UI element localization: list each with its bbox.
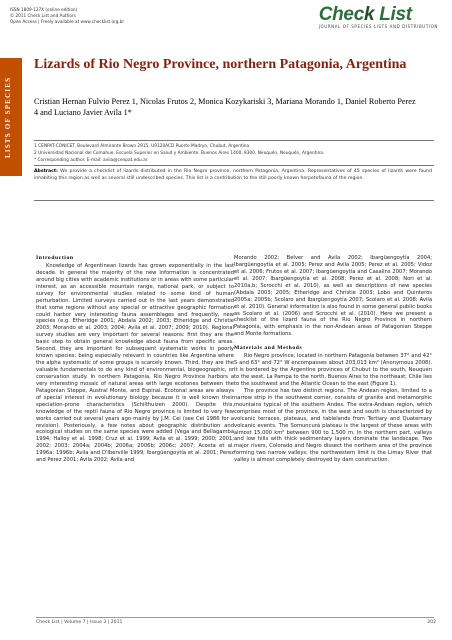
affiliations — [34, 143, 429, 165]
methods-paragraph-2: The province has two distinct regions. The Andean region, limited to a narrow strip in the southwest corner, consists of granite and metamorphic mountains typical of the southern Andes. The extra-Andean region, which comprises most of the province, in the west and south is characterized by volcanic terraces, plateaus, and tablelands from Tertiary and Quaternary volcanic events. The Somuncurá plateau is the largest of these areas with almost 15,000 km² between 900 to 1,500 m. In the northern part, valleys and low hills with thick sedimentary layers dominate the landscape. Two major rivers, Colorado and Negro dissect the northern area of the province forming two narrow valleys; the northwestern limit is the Limay River that valley is almost completely destroyed by dam construction. — [234, 387, 432, 464]
footer-divider — [36, 617, 434, 618]
logo-subtitle: JOURNAL OF SPECIES LISTS AND DISTRIBUTION — [318, 24, 438, 29]
methods-heading: Materials and Methods — [234, 345, 303, 352]
right-column — [234, 255, 432, 464]
divider — [34, 165, 434, 166]
introduction-heading: Introduction — [36, 255, 74, 261]
affiliation-1: 1 CENPAT-CONICET. Boulevard Almirante Brown 2915, U9120ACD Puerto Madryn, Chubut, Argentina. — [34, 144, 251, 149]
abstract-text: We provide a checklist of lizards distributed in the Rio Negro province, northern Patagonia, Argentina. Representatives of 45 species of lizards were found inhabiting this region as well as several still undescribed species. This list is a contribution to the still poorly known herpetofauna of the region. — [34, 169, 432, 182]
issn-line: ISSN 1809-127X (online edition) — [10, 7, 78, 12]
abstract — [34, 168, 432, 182]
page-number: 202 — [427, 620, 436, 625]
divider — [34, 140, 434, 141]
footer-citation: Check List | Volume 7 | Issue 3 | 2011 — [36, 620, 123, 625]
section-side-label: LISTS OF SPECIES — [4, 76, 12, 158]
author-list: Cristian Hernan Fulvio Perez 1, Nicolas Frutos 2, Monica Kozykariski 3, Mariana Morando 1, Daniel Roberto Perez 4 and Luciano Javier Avila 1* — [34, 97, 416, 117]
divider — [34, 200, 434, 201]
affiliation-2: 2 Universidad Nacional del Comahue, Escuela Superior en Salud y Ambiente. Buenos Aires 1400, 8300, Neuquén, Neuquén, Argentina. — [34, 151, 325, 157]
journal-header — [10, 7, 124, 25]
corresponding-author: * Corresponding author. E-mail: avila@cenpat.edu.ar — [34, 158, 148, 164]
methods-paragraph-1: Rio Negro province, located in northern Patagonia between 37° and 42° S and 63° and 72° W encompasses about 203,013 km² (Anonymous 2008). It is bordered by the Argentine provinces of Chubut to the south, Neuquén to the west, La Pampa to the north, Buenos Aires to the northeast; Chile lies to the southwest and the Atlantic Ocean to the east (Figure 1). — [234, 353, 432, 387]
introduction-paragraph: Knowledge of Argentinean lizards has grown exponentially in the last decade. In general the majority of the new information is concentrated around big cities with academic institutions or in areas with some particular interest, as an accessible mountain range, national park, or subject to survey for environmental studies related to some kind of human perturbation. Limited surveys carried out in the last years demonstrated that some regions without any special or attractive geographic formation could harbor very interesting fauna assemblages and frequently, new species (e.g. Etheridge 2001; Abdala 2002; 2003; Etheridge and Christie 2003; Morando et al. 2003; 2004; Avila et al. 2007; 2009; 2010). Regional survey studies are very important for several reasons: first they are the basic step to obtain general knowledge about fauna from specific areas. Second, they are important for subsequent systematic works in poorly known species; being especially relevant in countries like Argentina where the alpha systematic of some groups is scarcely known. Third, they are the valuable fundamentals to do any kind of environmental, biogeographic, or conservation study. In northern Patagonia, Rio Negro Province harbors a very interesting mosaic of natural areas with large ecotones between the Patagonian Steppe, Austral Monte, and Espinal. Ecotonal areas are always of special interest in evolutionary biology because it is well known their speciation-prone characteristics (Schilthuizen 2000). Despite this, knowledge of the reptil fauna of Rio Negro province is limited to very few works carried out several years ago mainly by J.M. Cei (see Cei 1986 for a revision). Posteriously, a few notes about geographic distribution and ecological studies on the same species were added (Vega and Bellagamba 1994; Halloy et al. 1998; Cruz et al. 1999; Avila et al. 1999; 2000; 2001; 2002; 2003; 2004a; 2004b; 2006a; 2006b; 2006c; 2007; Acosta et al. 1996a; 1996b; Avila and D'Iberville 1999; Ibargüengoytía et al. 2001; Perez and Perez 2001; Avila 2002; Avila and — [36, 262, 234, 464]
article-title: Lizards of Rio Negro Province, northern Patagonia, Argentina — [34, 57, 407, 72]
left-column — [36, 255, 234, 464]
copyright-line: © 2011 Check List and Authors — [10, 13, 76, 18]
check-list-logo: Check List JOURNAL OF SPECIES LISTS AND DISTRIBUTION — [318, 4, 438, 29]
abstract-label: Abstract: — [34, 169, 58, 174]
open-access-line: Open Access | Freely available at www.checklist.org.br — [10, 19, 125, 24]
introduction-continued: Morando 2002; Belver and Avila 2002; Ibargüengoytía 2004; Ibargüengoytía et al. 2005; Perez and Avila 2005; Perez et al. 2005; Vidoz et al. 2006; Frutos et al. 2007; Ibargüengoytía and Casalins 2007; Morando et al. 2007; Ibargüengoytía et al. 2008; Perez et al. 2008; Nori et al. 2010a,b; Scrocchi et al. 2010), as well as descriptions of new species (Abdala 2003; 2005; Etheridge and Christie 2003; Lobo and Quinteros 2005a; 2005b; Scolaro and Ibargüengoytía 2007; Scolaro et al. 2008; Avila et al. 2010). General information is also found in some general public books as Scolaro et al. (2006) and Scrocchi et al. (2010). Here we present a checklist of the lizard fauna of the Rio Negro Province in northern Patagonia, with emphasis in the non-Andean areas of Patagonian Steppe and Monte formations. — [234, 255, 432, 338]
